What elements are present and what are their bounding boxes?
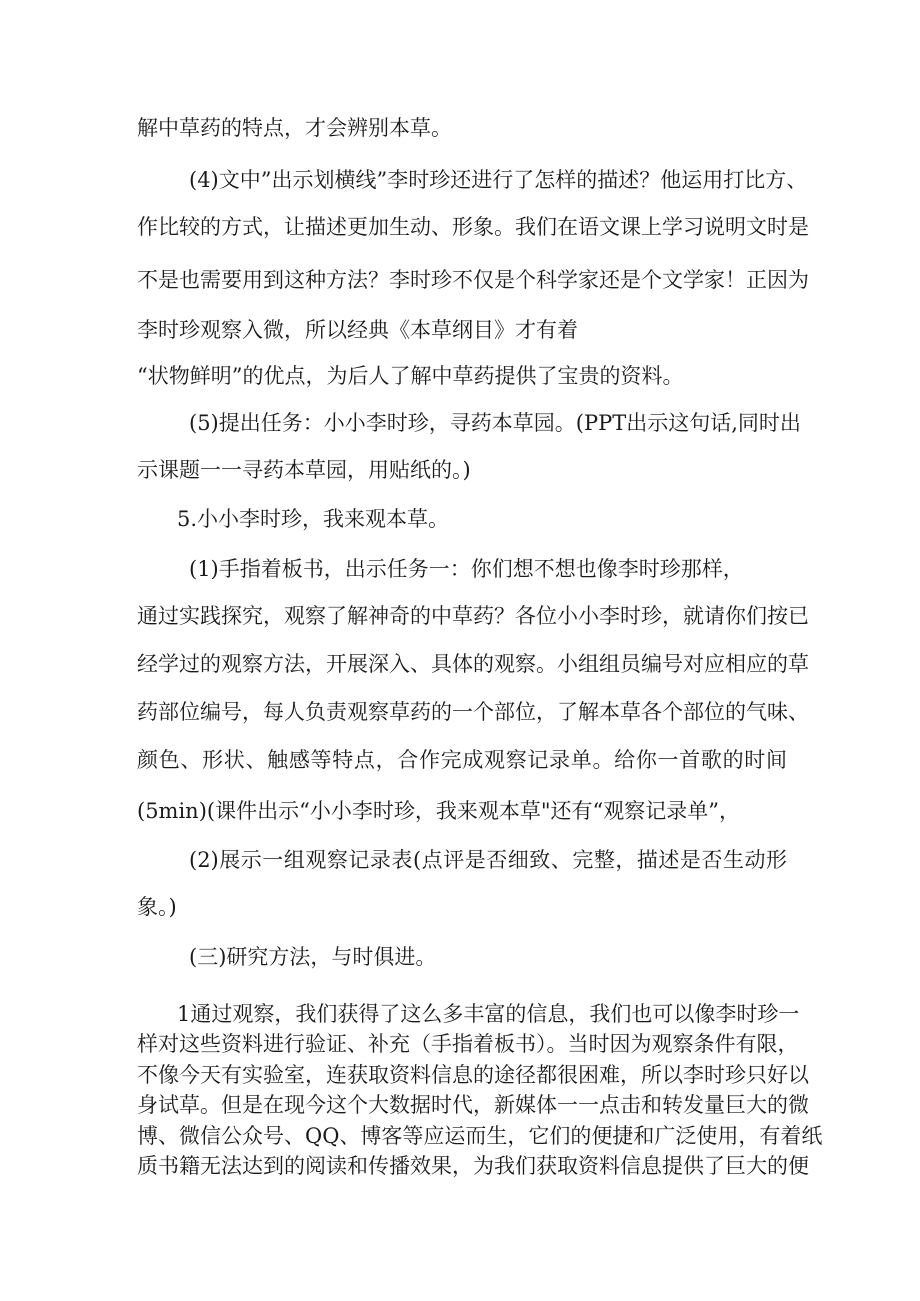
paragraph-line: 身试草。但是在现今这个大数据时代，新媒体一一点击和转发量巨大的微 [137,1093,809,1117]
paragraph-line: 不像今天有实验室，连获取资料信息的途径都很困难，所以李时珍只好以 [137,1063,809,1087]
paragraph-line: 博、微信公众号、QQ、博客等应运而生，它们的便捷和广泛使用，有着纸 [137,1124,823,1148]
paragraph-line: 通过实践探究，观察了解神奇的中草药？各位小小李时珍，就请你们按已 [137,604,809,628]
paragraph-line: 解中草药的特点，才会辨别本草。 [137,116,452,140]
paragraph-line: (5)提出任务：小小李时珍，寻药本草园。(PPT出示这句话,同时出 [189,411,801,435]
paragraph-line: (三)研究方法，与时俱进。 [189,945,437,969]
paragraph-line: 李时珍观察入微，所以经典《本草纲目》才有着 [137,318,578,342]
paragraph-line: (2)展示一组观察记录表(点评是否细致、完整，描述是否生动形 [189,848,787,872]
paragraph-line: 作比较的方式，让描述更加生动、形象。我们在语文课上学习说明文时是 [137,215,809,239]
paragraph-line: 不是也需要用到这种方法？李时珍不仅是个科学家还是个文学家！正因为 [137,268,809,292]
paragraph-line: “状物鲜明”的优点，为后人了解中草药提供了宝贵的资料。 [137,364,684,388]
paragraph-line: (1)手指着板书，出示任务一：你们想不想也像李时珍那样， [189,557,744,581]
paragraph-line: 1通过观察，我们获得了这么多丰富的信息，我们也可以像李时珍一 [177,1002,800,1026]
paragraph-line: 经学过的观察方法，开展深入、具体的观察。小组组员编号对应相应的草 [137,652,809,676]
paragraph-line: (5min)(课件出示“小小李时珍，我来观本草"还有“观察记录单”， [137,799,740,823]
paragraph-line: 5.小小李时珍，我来观本草。 [177,507,450,531]
paragraph-line: 质书籍无法达到的阅读和传播效果，为我们获取资料信息提供了巨大的便 [137,1154,809,1178]
paragraph-line: 象。) [137,895,177,919]
paragraph-line: 样对这些资料进行验证、补充（手指着板书）。当时因为观察条件有限， [137,1032,799,1056]
paragraph-line: 示课题一一寻药本草园，用贴纸的。) [137,458,471,482]
paragraph-line: 颜色、形状、触感等特点，合作完成观察记录单。给你一首歌的时间 [137,748,787,772]
paragraph-line: (4)文中”出示划横线”李时珍还进行了怎样的描述？他运用打比方、 [189,168,808,192]
paragraph-line: 药部位编号，每人负责观察草药的一个部位，了解本草各个部位的气味、 [137,700,809,724]
